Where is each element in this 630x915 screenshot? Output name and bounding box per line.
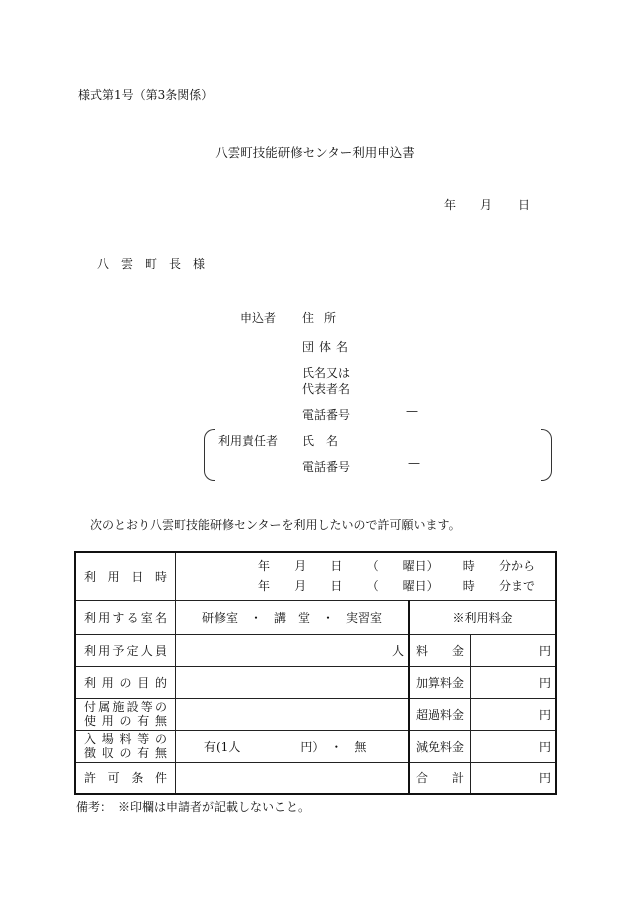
table-row — [75, 762, 556, 794]
admission-label-line1: 入場料等の — [84, 732, 167, 746]
responsible-phone-dash: — — [408, 456, 420, 470]
permit-label: 許可条件 — [75, 762, 176, 794]
intro-text: 次のとおり八雲町技能研修センターを利用したいので許可願います。 — [90, 518, 461, 532]
group-label: 団体名 — [302, 340, 354, 354]
to-hour: 時 — [462, 579, 475, 594]
right-bracket — [541, 429, 552, 481]
facility-label-line2: 使用の有無 — [84, 714, 167, 728]
from-day: 日 — [330, 559, 343, 574]
application-table — [74, 551, 557, 795]
from-hour: 時 — [462, 559, 475, 574]
fee-value[interactable]: 円 — [471, 634, 557, 666]
table-row — [75, 552, 556, 600]
name-label-line2: 代表者名 — [302, 382, 351, 396]
total-value[interactable]: 円 — [471, 762, 557, 794]
address-label: 住所 — [302, 311, 347, 325]
form-number: 様式第1号（第3条関係） — [78, 88, 214, 102]
phone-label: 電話番号 — [302, 408, 351, 422]
admission-label-line2: 徴収の有無 — [84, 746, 167, 760]
facility-label — [75, 698, 176, 730]
over-fee-value[interactable]: 円 — [471, 698, 557, 730]
from-year: 年 — [258, 559, 271, 574]
discount-label: 減免料金 — [409, 730, 471, 762]
responsible-phone-label: 電話番号 — [302, 460, 351, 474]
people-value[interactable]: 人 — [176, 634, 410, 666]
usage-date-cell[interactable] — [176, 552, 557, 600]
date-from-line — [176, 556, 555, 576]
table-row — [75, 634, 556, 666]
admission-value[interactable]: 有(1人 円） ・ 無 — [176, 730, 410, 762]
to-year: 年 — [258, 579, 271, 594]
table-row — [75, 698, 556, 730]
addressee: 八雲町長様 — [97, 257, 218, 271]
fee-label: 料金 — [409, 634, 471, 666]
responsible-name-label: 氏 名 — [302, 434, 339, 448]
date-day: 日 — [518, 198, 531, 212]
facility-value[interactable] — [176, 698, 410, 730]
date-month: 月 — [480, 198, 493, 212]
date-year: 年 — [444, 198, 457, 212]
name-label-line1: 氏名又は — [302, 366, 351, 380]
phone-dash: — — [406, 404, 418, 418]
from-minute: 分から — [498, 559, 535, 574]
extra-fee-value[interactable]: 円 — [471, 666, 557, 698]
to-minute: 分まで — [498, 579, 535, 594]
permit-value[interactable] — [176, 762, 410, 794]
table-row — [75, 730, 556, 762]
responsible-label: 利用責任者 — [218, 434, 279, 448]
page-title: 八雲町技能研修センター利用申込書 — [215, 145, 415, 160]
admission-label — [75, 730, 176, 762]
date-line — [444, 196, 530, 213]
fee-header: ※利用料金 — [409, 600, 556, 634]
total-label: 合計 — [409, 762, 471, 794]
usage-date-label: 利用日時 — [75, 552, 176, 600]
extra-fee-label: 加算料金 — [409, 666, 471, 698]
over-fee-label: 超過料金 — [409, 698, 471, 730]
facility-label-line1: 付属施設等の — [84, 700, 167, 714]
table-row — [75, 600, 556, 634]
left-bracket — [204, 429, 215, 481]
people-label: 利用予定人員 — [75, 634, 176, 666]
discount-value[interactable]: 円 — [471, 730, 557, 762]
applicant-label: 申込者 — [240, 311, 277, 325]
to-month: 月 — [294, 579, 307, 594]
from-weekday: （ 曜日） — [366, 559, 439, 574]
from-month: 月 — [294, 559, 307, 574]
purpose-label: 利用の目的 — [75, 666, 176, 698]
room-value[interactable]: 研修室 ・ 講 堂 ・ 実習室 — [176, 600, 410, 634]
to-day: 日 — [330, 579, 343, 594]
purpose-value[interactable] — [176, 666, 410, 698]
room-label: 利用する室名 — [75, 600, 176, 634]
date-to-line — [176, 576, 555, 596]
note-text: 備考： ※印欄は申請者が記載しないこと。 — [76, 800, 311, 814]
table-row — [75, 666, 556, 698]
to-weekday: （ 曜日） — [366, 579, 439, 594]
